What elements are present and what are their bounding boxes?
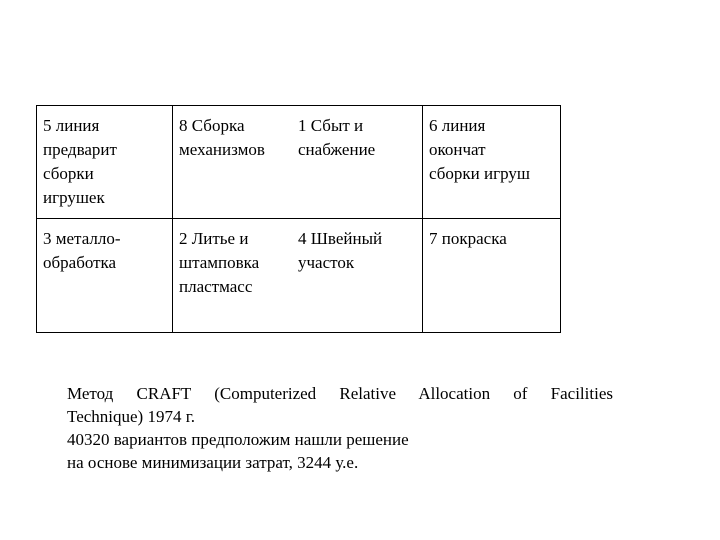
cell-assembly-8: 8 Сборка механизмов <box>179 116 265 159</box>
facility-layout-table <box>36 105 561 333</box>
cell-painting-7: 7 покраска <box>429 229 507 248</box>
cell-line-6: 6 линия окончат сборки игруш <box>429 116 530 183</box>
table-cell <box>423 219 561 333</box>
table-cell <box>423 106 561 219</box>
note-line: 40320 вариантов предположим нашли решение <box>67 430 409 449</box>
cell-metalwork-3: 3 металло- обработка <box>43 229 121 272</box>
table-cell <box>37 219 173 333</box>
table-row <box>37 106 561 219</box>
method-note <box>67 382 627 474</box>
note-line: Метод CRAFT (Computerized Relative Allocation of Facilities <box>67 384 613 403</box>
note-line: на основе минимизации затрат, 3244 у.е. <box>67 453 359 472</box>
table-cell <box>173 106 423 219</box>
cell-casting-2: 2 Литье и штамповка пластмасс <box>179 229 260 296</box>
note-line: Technique) 1974 г. <box>67 407 196 426</box>
table-cell <box>173 219 423 333</box>
table-cell <box>37 106 173 219</box>
cell-sales-1: 1 Сбыт и снабжение <box>298 116 376 159</box>
cell-sewing-4: 4 Швейный участок <box>298 229 383 272</box>
cell-line-5: 5 линия предварит сборки игрушек <box>43 116 117 207</box>
table-row <box>37 219 561 333</box>
